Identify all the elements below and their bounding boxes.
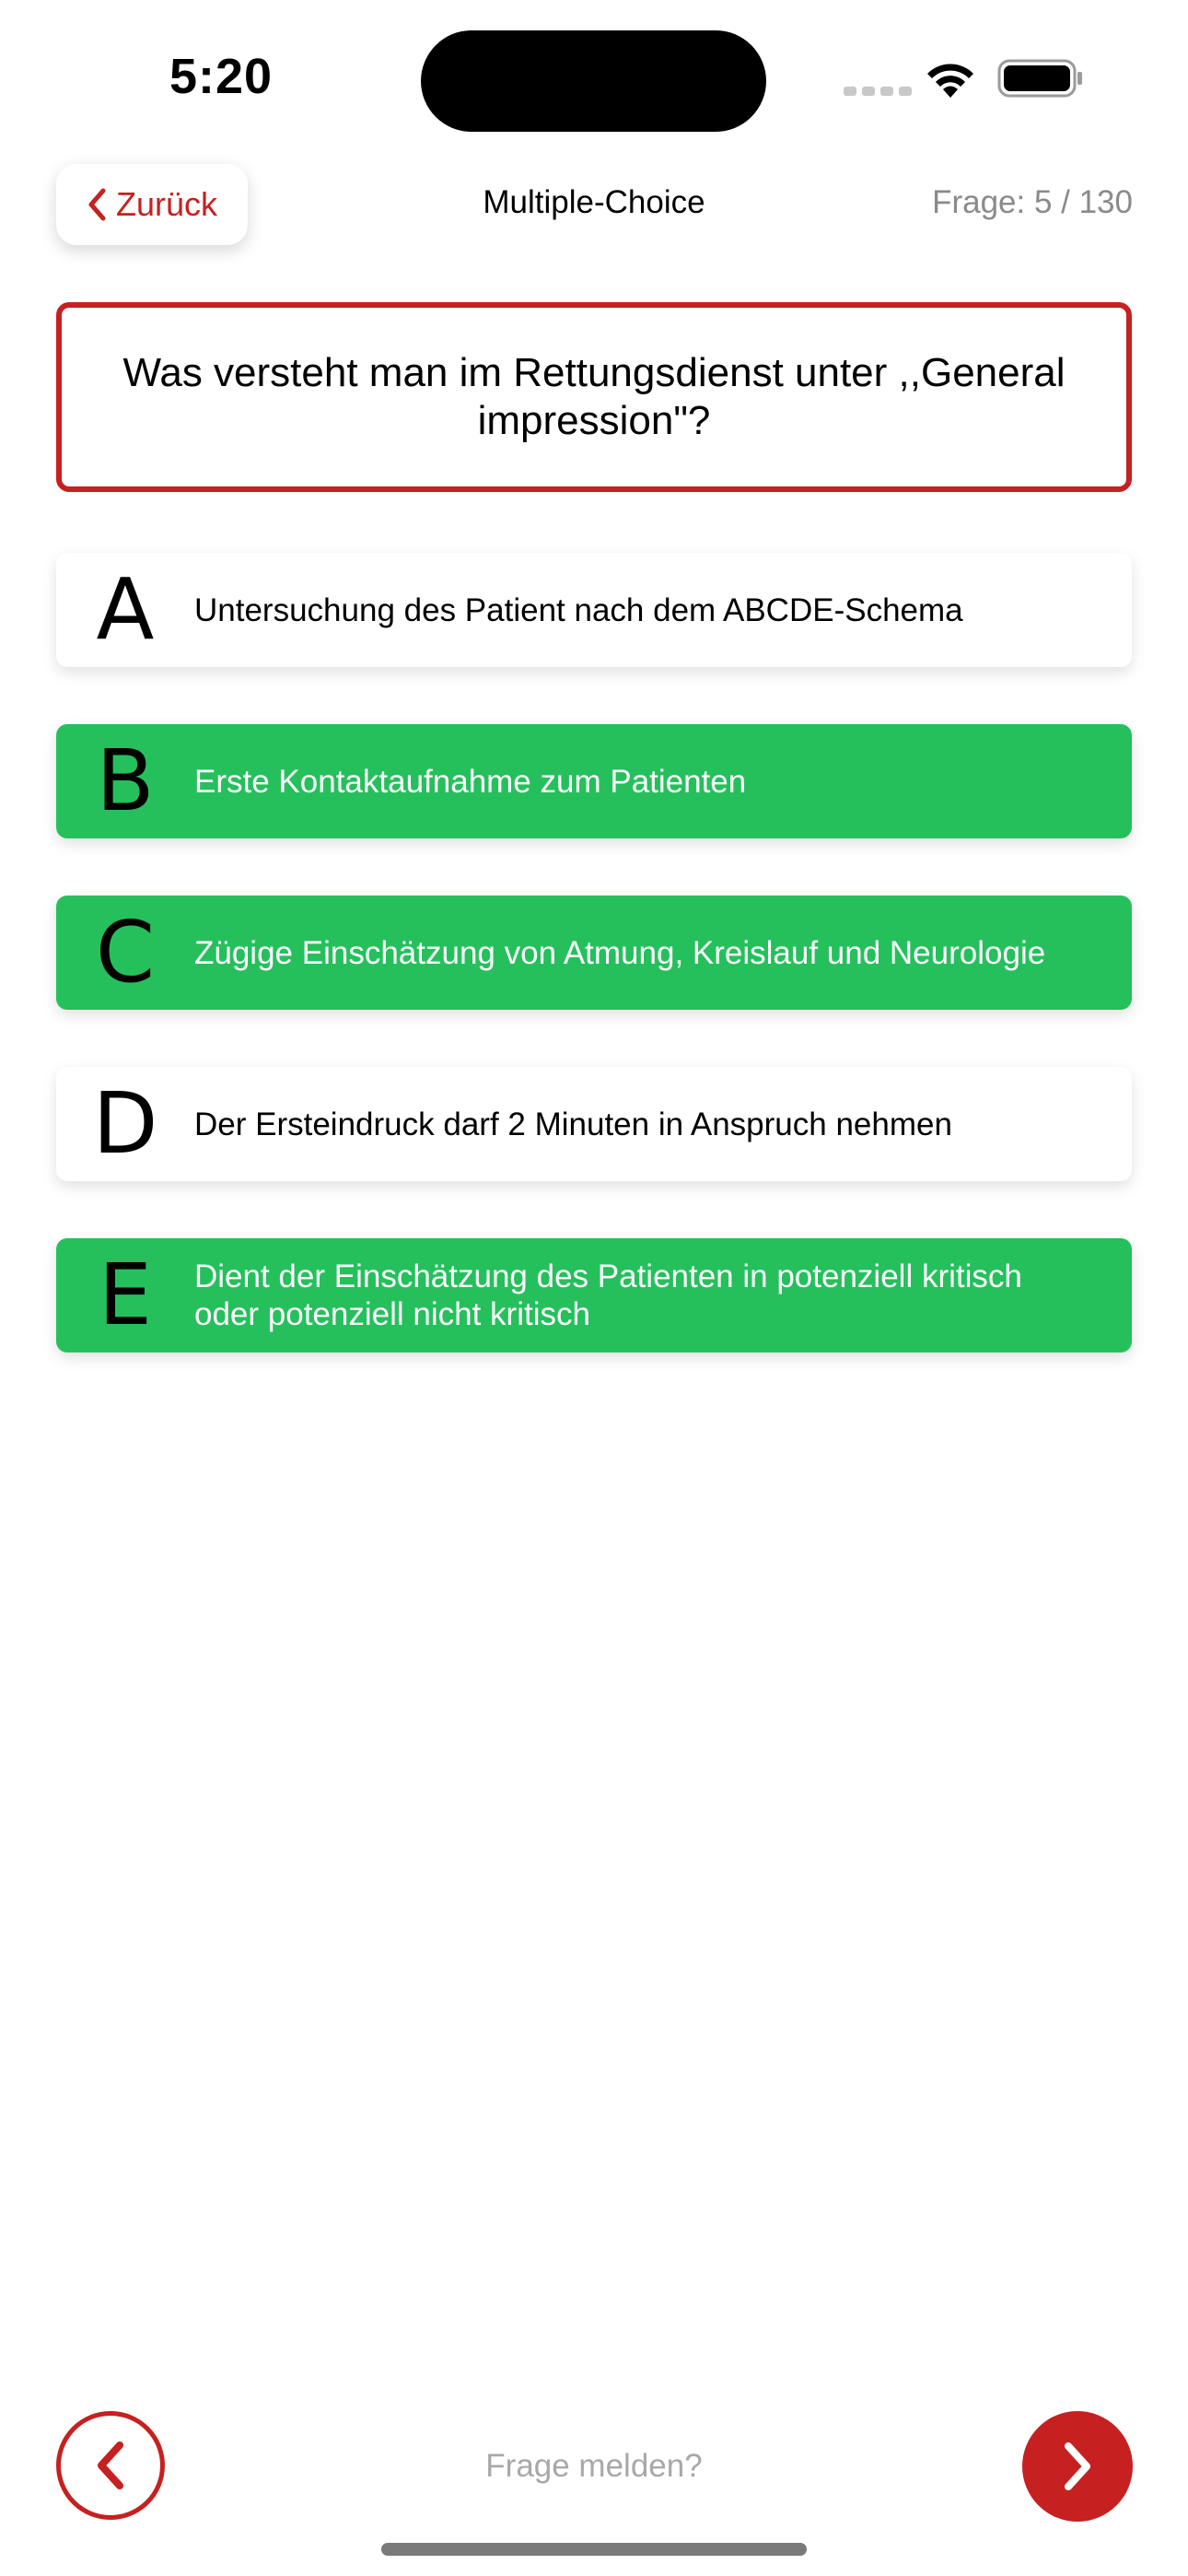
next-question-button[interactable]	[1022, 2411, 1133, 2522]
chevron-left-icon	[90, 2440, 131, 2491]
previous-question-button[interactable]	[56, 2411, 165, 2520]
chevron-left-icon	[87, 188, 107, 221]
answer-option-d[interactable]	[56, 1067, 1132, 1181]
battery-icon	[997, 58, 1084, 99]
answer-text: Erste Kontaktaufnahme zum Patienten	[194, 763, 747, 800]
question-card	[56, 302, 1132, 492]
dynamic-island	[421, 30, 766, 132]
answer-text: Dient der Einschätzung des Patienten in potenziell kritisch oder potenziell nicht kritisch	[194, 1259, 1022, 1332]
back-button[interactable]	[56, 164, 248, 245]
chevron-right-icon	[1057, 2441, 1098, 2492]
answer-option-b[interactable]	[56, 724, 1132, 838]
report-question-link[interactable]: Frage melden?	[485, 2448, 703, 2484]
answer-option-c[interactable]	[56, 896, 1132, 1010]
question-counter: Frage: 5 / 130	[932, 184, 1133, 220]
home-indicator	[381, 2543, 807, 2556]
answer-letter: B	[96, 732, 155, 830]
answer-text: Untersuchung des Patient nach dem ABCDE-Schema	[194, 591, 963, 628]
answer-text: Der Ersteindruck darf 2 Minuten in Anspruch nehmen	[194, 1106, 952, 1142]
back-label: Zurück	[115, 185, 218, 223]
answer-letter: C	[95, 903, 156, 1001]
question-text: Was versteht man im Rettungsdienst unter ,,General impression"?	[122, 350, 1066, 443]
status-time: 5:20	[169, 49, 274, 104]
answer-option-e[interactable]	[56, 1238, 1132, 1352]
answer-text: Zügige Einschätzung von Atmung, Kreislauf und Neurologie	[194, 934, 1046, 971]
answer-option-a[interactable]	[56, 553, 1132, 667]
answer-letter: A	[96, 560, 155, 659]
answer-letter: E	[98, 1246, 153, 1344]
cellular-signal-icon	[844, 87, 912, 96]
wifi-icon	[923, 57, 978, 100]
answer-letter: D	[92, 1074, 158, 1173]
page-title: Multiple-Choice	[483, 184, 705, 220]
